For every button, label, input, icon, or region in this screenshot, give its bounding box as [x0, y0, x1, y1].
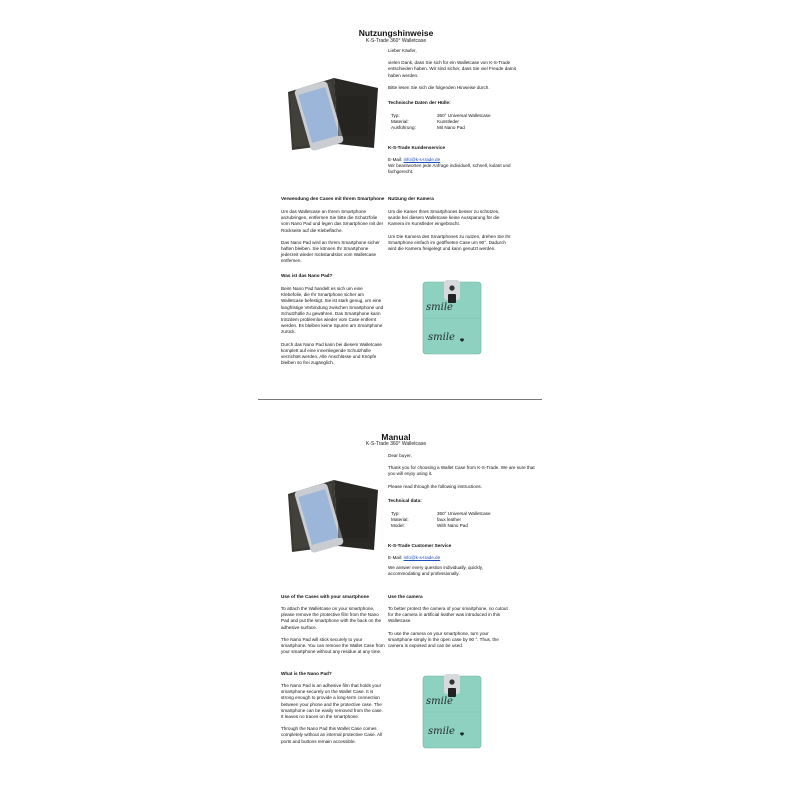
use-text-2: Das Nano Pad wird an Ihrem Smartphone sicher haften bleiben. Sie können Ihr Smartphone jederzeit wieder rückstandslos vom Walletcase entfernen.	[281, 239, 380, 264]
spec-row: Ausführung: Mit Nano Pad	[391, 125, 465, 131]
use-text-2: The Nano Pad will stick securely to your smartphone. You can remove the Wallet Case from your smartphone without any residue at any time.	[281, 636, 385, 655]
email-label: E-Mail:	[388, 157, 403, 162]
service-text: Wir beantworten jede Anfrage individuell, schnell, kulant und fachgerecht.	[388, 163, 511, 175]
camera-text-2: Um Die Kamera des Smartphones zu nutzen, drehen Sie Ihr Smartphone einfach im geöffneten Case um 90°. Dadurch wird die Kamera freigelegt und kann genutzt werden.	[388, 233, 511, 252]
spec-row: Model: With Nano Pad	[391, 523, 468, 529]
tech-data-heading: Technical data:	[388, 498, 422, 503]
nano-text-2: Through the Nano Pad this Wallet Case comes completely without an internal protective Case. All ports and buttons remain accessible.	[281, 726, 383, 744]
email-label: E-Mail:	[388, 555, 403, 560]
nano-text-1: The Nano Pad is an adhesive film that holds your smartphone securely on the Wallet Case. It is strong enough to provide a long-term connection between your phone and the protective case. The smartphone can be easily removed from the case. It leaves no traces on the smartphone.	[281, 683, 383, 720]
spec-row: Material: faux leather	[391, 517, 462, 523]
page-title: Nutzungshinweise	[358, 28, 434, 38]
spec-table	[391, 511, 531, 530]
page-subtitle: K-S-Trade 360° Walletcase	[365, 38, 427, 44]
camera-heading: Nutzung der Kamera	[388, 196, 434, 201]
service-text: We answer every question individually, quickly, accommodating and professionally.	[388, 565, 483, 577]
walletcase-phone-photo	[282, 70, 382, 154]
use-heading: Use of the Cases with your smartphone	[281, 594, 370, 599]
read-hint: Please read through the following instructions.	[388, 483, 482, 489]
tech-data-heading: Technische Daten der Hülle:	[388, 100, 451, 105]
camera-text-2: To use the camera on your smartphone, turn your smartphone simply in the open case by 90 °. Thus, the camera is exposed and can be used.	[388, 630, 499, 649]
service-heading: K-S-Trade Customer Service	[388, 543, 452, 548]
spec-row: Material: Kunstleder	[391, 119, 459, 125]
read-hint: Bitte lesen Sie sich die folgenden Hinweise durch.	[388, 84, 490, 90]
use-heading: Verwendung des Cases mit Ihrem Smartphone	[281, 196, 385, 201]
smile-print-bottom: smile	[428, 726, 455, 737]
email-link[interactable]: info@k-s-trade.de	[403, 157, 441, 162]
smile-case-photo	[422, 674, 482, 750]
greeting: Lieber Käufer,	[388, 48, 417, 53]
nano-heading: What is the Nano Pad?	[281, 671, 332, 676]
intro-text: vielen Dank, dass Sie sich für ein Walletcase von K-S-Trade entschieden haben. Wir sind sicher, dass Sie viel Freude damit haben werden.	[388, 60, 516, 78]
spec-table	[391, 113, 531, 132]
intro-text: Thank you for choosing a Wallet Case from K-S-Trade. We are sure that you will enjoy using it.	[388, 465, 535, 477]
walletcase-phone-photo	[282, 472, 382, 556]
use-text-1: To attach the Walletcase on your smartphone, please remove the protective film from the Nano Pad and put the smartphone with the back on the adhesive surface.	[281, 606, 382, 630]
greeting: Dear buyer,	[388, 453, 412, 458]
nano-text-1: Beim Nano Pad handelt es sich um eine Klebefolie, die Ihr Smartphone sicher am Walletcase befestigt. Sie ist stark genug, um eine langfristige Verbindung zwischen Smartphone und Schutzhülle zu gewähren. Das Smartphone kann trotzdem problemlos wieder vom Case entfernt werden. Es bleiben keine Spuren am Smartphone zurück.	[281, 286, 384, 335]
camera-heading: Use the camera	[388, 594, 423, 599]
camera-text-1: Um die Kamer Ihres Smartphones besser zu schützen, wurde bei diesem Walletcase keine Aussparung für die Kamera im Kunstleder eingebracht.	[388, 209, 500, 227]
camera-text-1: To better protect the camera of your smartphone, no cutout for the camera in artificial leather was introduced in this Walletcase.	[388, 606, 508, 624]
spec-row: Typ: 360° Universal Walletcase	[391, 511, 491, 516]
smile-print-bottom: smile	[428, 332, 455, 343]
smile-print-top: smile	[426, 302, 453, 313]
page-title: Manual	[381, 432, 411, 442]
nano-heading: Was ist das Nano Pad?	[281, 273, 333, 278]
manual-page-english	[0, 400, 800, 800]
smile-case-photo	[422, 280, 482, 356]
spec-row: Typ: 360° Universal Walletcase	[391, 113, 491, 118]
service-heading: K-S-Trade Kundenservice	[388, 145, 446, 150]
email-link[interactable]: info@k-s-trade.de	[403, 555, 441, 560]
nano-text-2: Durch das Nano Pad kann bei diesem Walletcase komplett auf eine innenliegende Schutzhülle verzichtet werden. Alle Anschlüsse und Knöpfe bleiben so frei zugänglich.	[281, 341, 382, 366]
page-subtitle: K-S-Trade 360° Walletcase	[365, 441, 427, 447]
smile-print-top: smile	[426, 696, 453, 707]
use-text-1: Um das Walletcase an Ihrem Smartphone anzubringen, entfernen Sie bitte die Schutzfolie vom Nano Pad und legen das Smartphone mit der Rückseite auf die Klebefläche.	[281, 209, 384, 233]
